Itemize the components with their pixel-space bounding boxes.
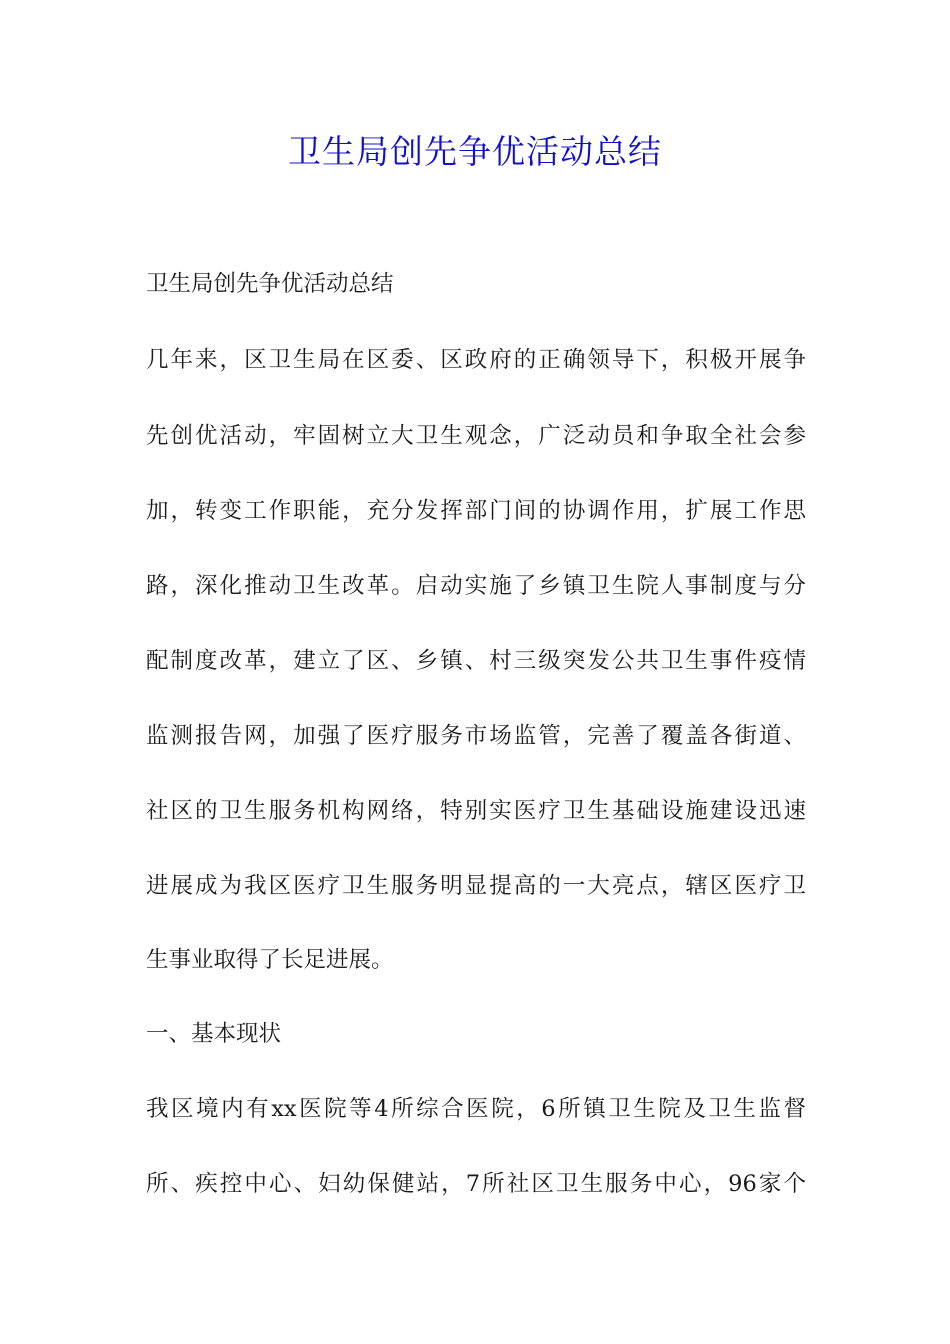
section-heading: 一、基本现状 — [146, 1021, 282, 1047]
paragraph-line: 监测报告网，加强了医疗服务市场监管，完善了覆盖各街道、 — [146, 723, 806, 749]
paragraph-line: 社区的卫生服务机构网络，特别实医疗卫生基础设施建设迅速 — [146, 798, 806, 824]
paragraph-line: 生事业取得了长足进展。 — [146, 947, 394, 973]
paragraph-line: 几年来，区卫生局在区委、区政府的正确领导下，积极开展争 — [146, 347, 806, 373]
paragraph-line: 加，转变工作职能，充分发挥部门间的协调作用，扩展工作思 — [146, 498, 806, 524]
paragraph-line: 我区境内有xx医院等4所综合医院，6所镇卫生院及卫生监督 — [146, 1096, 806, 1122]
paragraph-line: 路，深化推动卫生改革。启动实施了乡镇卫生院人事制度与分 — [146, 573, 806, 599]
paragraph-line: 所、疾控中心、妇幼保健站，7所社区卫生服务中心，96家个 — [146, 1171, 806, 1197]
paragraph-line: 配制度改革，建立了区、乡镇、村三级突发公共卫生事件疫情 — [146, 648, 806, 674]
document-title: 卫生局创先争优活动总结 — [288, 132, 662, 171]
subtitle: 卫生局创先争优活动总结 — [146, 271, 394, 297]
paragraph-line: 进展成为我区医疗卫生服务明显提高的一大亮点，辖区医疗卫 — [146, 873, 806, 899]
paragraph-line: 先创优活动，牢固树立大卫生观念，广泛动员和争取全社会参 — [146, 423, 806, 449]
